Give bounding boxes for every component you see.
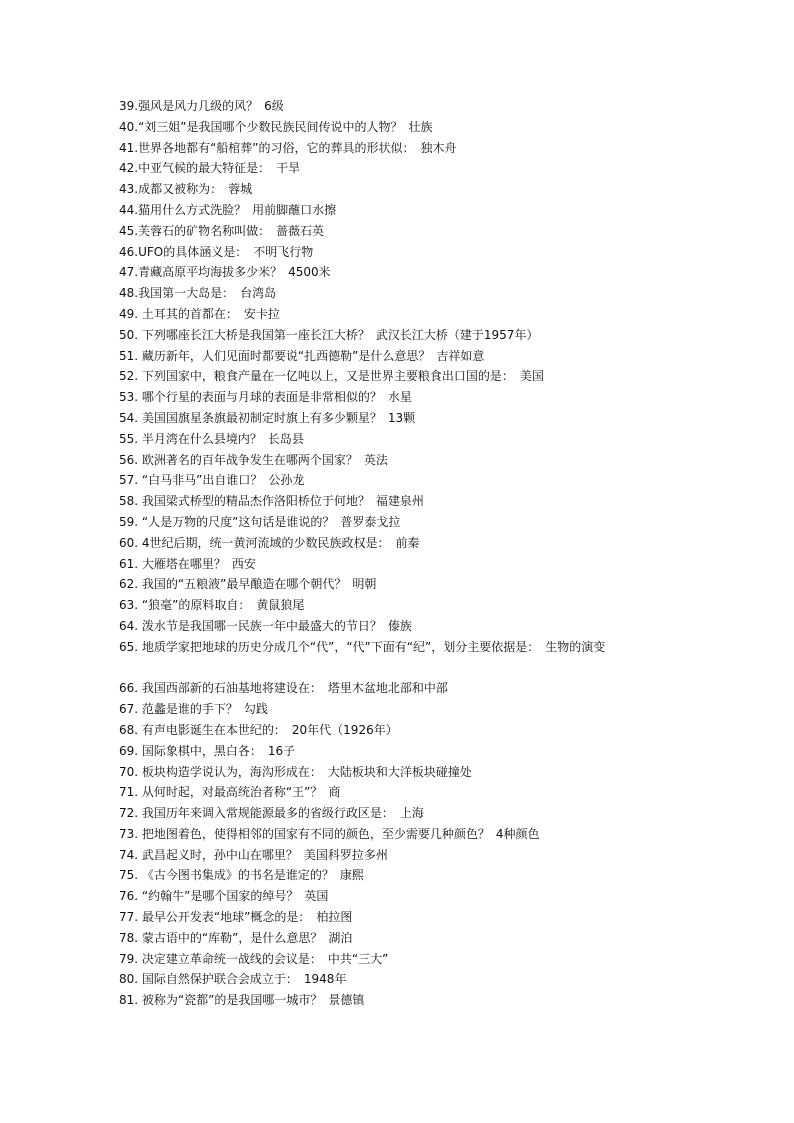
question-text: 62. 我国的“五粮液”最早酿造在哪个朝代？ [119, 577, 347, 592]
question-text: 52. 下列国家中，粮食产量在一亿吨以上，又是世界主要粮食出口国的是： [119, 369, 514, 384]
list-item [119, 907, 699, 928]
list-item [119, 304, 699, 325]
list-item [119, 720, 699, 741]
answer-text: 美国科罗拉多州 [303, 847, 388, 862]
question-text: 78. 蒙古语中的“库勒”，是什么意思？ [119, 930, 323, 945]
list-item [119, 158, 699, 179]
answer-text: 景德镇 [328, 993, 365, 1008]
list-item [119, 387, 699, 408]
list-item [119, 200, 699, 221]
question-text: 41.世界各地都有“船棺葬”的习俗，它的葬具的形状似： [119, 140, 415, 155]
question-text: 71. 从何时起，对最高统治者称“王”？ [119, 785, 323, 800]
question-text: 39.强风是风力几级的风？ [119, 99, 259, 113]
question-text: 53. 哪个行星的表面与月球的表面是非常相似的？ [119, 390, 382, 405]
question-text: 59. “人是万物的尺度”这句话是谁说的？ [119, 514, 335, 529]
list-item [119, 699, 699, 720]
question-text: 80. 国际自然保护联合会成立于： [119, 972, 298, 987]
question-text: 63. “狼毫”的原料取自： [119, 598, 251, 613]
answer-text: 吉祥如意 [436, 348, 485, 363]
list-item [119, 533, 699, 554]
answer-text: 黄鼠狼尾 [256, 598, 305, 613]
question-text: 70. 板块构造学说认为，海沟形成在： [119, 764, 322, 779]
question-text: 72. 我国历年来调入常规能源最多的省级行政区是： [119, 806, 394, 821]
list-item [119, 179, 699, 200]
answer-text: 大陆板块和大洋板块碰撞处 [327, 764, 472, 779]
answer-text: 1948年 [303, 972, 347, 987]
question-text: 81. 被称为“瓷都”的是我国哪一城市？ [119, 993, 323, 1008]
list-item [119, 283, 699, 304]
answer-text: 壮族 [408, 119, 433, 134]
question-text: 58. 我国梁式桥型的精品杰作洛阳桥位于何地？ [119, 494, 370, 509]
list-item [119, 782, 699, 803]
question-text: 46.UFO的具体涵义是： [119, 244, 248, 259]
list-item [119, 470, 699, 491]
question-text: 68. 有声电影诞生在本世纪的： [119, 722, 286, 737]
answer-text: 蔷薇石英 [276, 223, 325, 238]
answer-text: 康熙 [339, 868, 364, 883]
question-text: 66. 我国西部新的石油基地将建设在： [119, 681, 322, 696]
question-text: 69. 国际象棋中，黑白各： [119, 743, 262, 758]
list-item [119, 262, 699, 283]
answer-text: 西安 [231, 556, 256, 571]
list-item [119, 429, 699, 450]
answer-text: 20年代（1926年） [291, 722, 398, 737]
answer-text: 英国 [304, 889, 329, 904]
question-text: 79. 决定建立革命统一战线的会议是： [119, 951, 322, 966]
question-text: 48.我国第一大岛是： [119, 286, 235, 301]
answer-text: 6级 [264, 99, 284, 113]
answer-text: 傣族 [387, 618, 412, 633]
list-item [119, 574, 699, 595]
question-text: 67. 范蠡是谁的手下？ [119, 702, 238, 717]
question-text: 55. 半月湾在什么县境内？ [119, 431, 262, 446]
answer-text: 普罗泰戈拉 [340, 514, 401, 529]
answer-text: 英法 [363, 452, 388, 467]
list-item [119, 990, 699, 1011]
question-text: 50. 下列哪座长江大桥是我国第一座长江大桥？ [119, 327, 370, 342]
question-text: 49. 土耳其的首都在： [119, 306, 238, 321]
answer-text: 用前脚蘸口水擦 [252, 202, 337, 217]
answer-text: 16子 [267, 743, 296, 758]
list-item [119, 637, 679, 679]
list-item [119, 117, 699, 138]
question-text: 42.中亚气候的最大特征是： [119, 161, 271, 176]
answer-text: 台湾岛 [240, 286, 277, 301]
answer-text: 长岛县 [267, 431, 304, 446]
list-item [119, 221, 699, 242]
list-item [119, 450, 699, 471]
answer-text: 4500米 [288, 265, 331, 280]
list-item [119, 845, 699, 866]
answer-text: 福建泉州 [375, 494, 424, 509]
question-text: 73. 把地图着色，使得相邻的国家有不同的颜色，至少需要几种颜色？ [119, 826, 490, 841]
question-text: 64. 泼水节是我国哪一民族一年中最盛大的节日？ [119, 618, 382, 633]
answer-text: 上海 [399, 806, 424, 821]
list-item [119, 512, 699, 533]
answer-text: 明朝 [352, 577, 377, 592]
list-item [119, 554, 699, 575]
answer-text: 公孙龙 [268, 473, 305, 488]
answer-text: 4种颜色 [495, 826, 540, 841]
question-text: 74. 武昌起义时，孙中山在哪里？ [119, 847, 298, 862]
answer-text: 美国 [519, 369, 544, 384]
list-item [119, 138, 699, 159]
question-text: 77. 最早公开发表“地球”概念的是： [119, 910, 311, 925]
answer-text: 不明飞行物 [253, 244, 314, 259]
list-item [119, 491, 699, 512]
answer-text: 商 [328, 785, 341, 800]
list-item [119, 408, 699, 429]
list-item [119, 969, 699, 990]
qa-list [119, 96, 699, 1011]
list-item [119, 346, 699, 367]
answer-text: 中共“三大” [327, 951, 389, 966]
answer-text: 柏拉图 [316, 910, 353, 925]
answer-text: 生物的演变 [545, 639, 606, 654]
answer-text: 水星 [387, 390, 412, 405]
question-text: 51. 藏历新年，人们见面时都要说“扎西德勒”是什么意思？ [119, 348, 431, 363]
question-text: 43.成都又被称为： [119, 182, 223, 197]
question-text: 40.“刘三姐”是我国哪个少数民族民间传说中的人物？ [119, 119, 403, 134]
answer-text: 13颗 [387, 410, 416, 425]
list-item [119, 824, 699, 845]
question-text: 45.芙蓉石的矿物名称叫做： [119, 223, 271, 238]
question-text: 75. 《古今图书集成》的书名是谁定的？ [119, 868, 334, 883]
list-item [119, 803, 699, 824]
list-item [119, 595, 699, 616]
list-item [119, 741, 699, 762]
answer-text: 勾践 [243, 702, 268, 717]
list-item [119, 762, 699, 783]
answer-text: 蓉城 [228, 182, 253, 197]
answer-text: 湖泊 [328, 930, 353, 945]
list-item [119, 242, 699, 263]
question-text: 54. 美国国旗星条旗最初制定时旗上有多少颗星？ [119, 410, 382, 425]
answer-text: 前秦 [395, 535, 420, 550]
list-item [119, 886, 699, 907]
question-text: 56. 欧洲著名的百年战争发生在哪两个国家？ [119, 452, 358, 467]
list-item [119, 865, 699, 886]
answer-text: 塔里木盆地北部和中部 [327, 681, 448, 696]
question-text: 65. 地质学家把地球的历史分成几个“代”，“代”下面有“纪”，划分主要依据是： [119, 639, 540, 654]
question-text: 57. “白马非马”出自谁口？ [119, 473, 263, 488]
list-item [119, 678, 699, 699]
list-item [119, 325, 699, 346]
list-item [119, 949, 699, 970]
question-text: 76. “约翰牛”是哪个国家的绰号？ [119, 889, 299, 904]
list-item [119, 96, 699, 117]
list-item [119, 928, 699, 949]
list-item [119, 616, 699, 637]
question-text: 47.青藏高原平均海拔多少米？ [119, 265, 283, 280]
answer-text: 独木舟 [420, 140, 457, 155]
answer-text: 干旱 [276, 161, 301, 176]
question-text: 61. 大雁塔在哪里？ [119, 556, 226, 571]
question-text: 44.猫用什么方式洗脸？ [119, 202, 247, 217]
answer-text: 安卡拉 [243, 306, 280, 321]
answer-text: 武汉长江大桥（建于1957年） [375, 327, 539, 342]
list-item [119, 366, 699, 387]
question-text: 60. 4世纪后期，统一黄河流域的少数民族政权是： [119, 535, 390, 550]
